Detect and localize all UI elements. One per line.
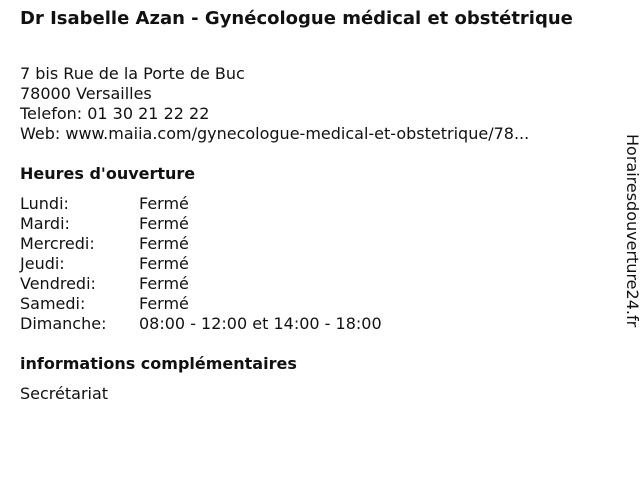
website-link[interactable]: Web: www.maiia.com/gynecologue-medical-et-obstetrique/78... bbox=[20, 124, 530, 143]
hours-value: 08:00 - 12:00 et 14:00 - 18:00 bbox=[139, 314, 382, 333]
hours-row-friday bbox=[20, 274, 382, 294]
address-city: 78000 Versailles bbox=[20, 84, 152, 103]
phone-number[interactable]: Telefon: 01 30 21 22 22 bbox=[20, 104, 210, 123]
day-label: Mardi: bbox=[20, 214, 70, 233]
day-label: Lundi: bbox=[20, 194, 69, 213]
day-label: Vendredi: bbox=[20, 274, 96, 293]
page-title: Dr Isabelle Azan - Gynécologue médical et obstétrique bbox=[20, 8, 573, 29]
hours-row-wednesday bbox=[20, 234, 382, 254]
hours-value: Fermé bbox=[139, 194, 189, 213]
hours-row-saturday bbox=[20, 294, 382, 314]
hours-row-tuesday bbox=[20, 214, 382, 234]
day-label: Jeudi: bbox=[20, 254, 65, 273]
hours-row-sunday bbox=[20, 314, 382, 334]
address-street: 7 bis Rue de la Porte de Buc bbox=[20, 64, 245, 83]
day-label: Mercredi: bbox=[20, 234, 95, 253]
day-label: Samedi: bbox=[20, 294, 86, 313]
hours-row-monday bbox=[20, 194, 382, 214]
hours-value: Fermé bbox=[139, 234, 189, 253]
hours-value: Fermé bbox=[139, 294, 189, 313]
day-label: Dimanche: bbox=[20, 314, 107, 333]
hours-value: Fermé bbox=[139, 214, 189, 233]
additional-info-text: Secrétariat bbox=[20, 384, 109, 403]
additional-info-heading: informations complémentaires bbox=[20, 354, 297, 373]
hours-value: Fermé bbox=[139, 274, 189, 293]
hours-row-thursday bbox=[20, 254, 382, 274]
opening-hours-table bbox=[20, 194, 382, 334]
site-watermark: Horairesdouverture24.fr bbox=[623, 134, 642, 328]
hours-value: Fermé bbox=[139, 254, 189, 273]
opening-hours-heading: Heures d'ouverture bbox=[20, 164, 196, 183]
address-block bbox=[20, 64, 529, 144]
